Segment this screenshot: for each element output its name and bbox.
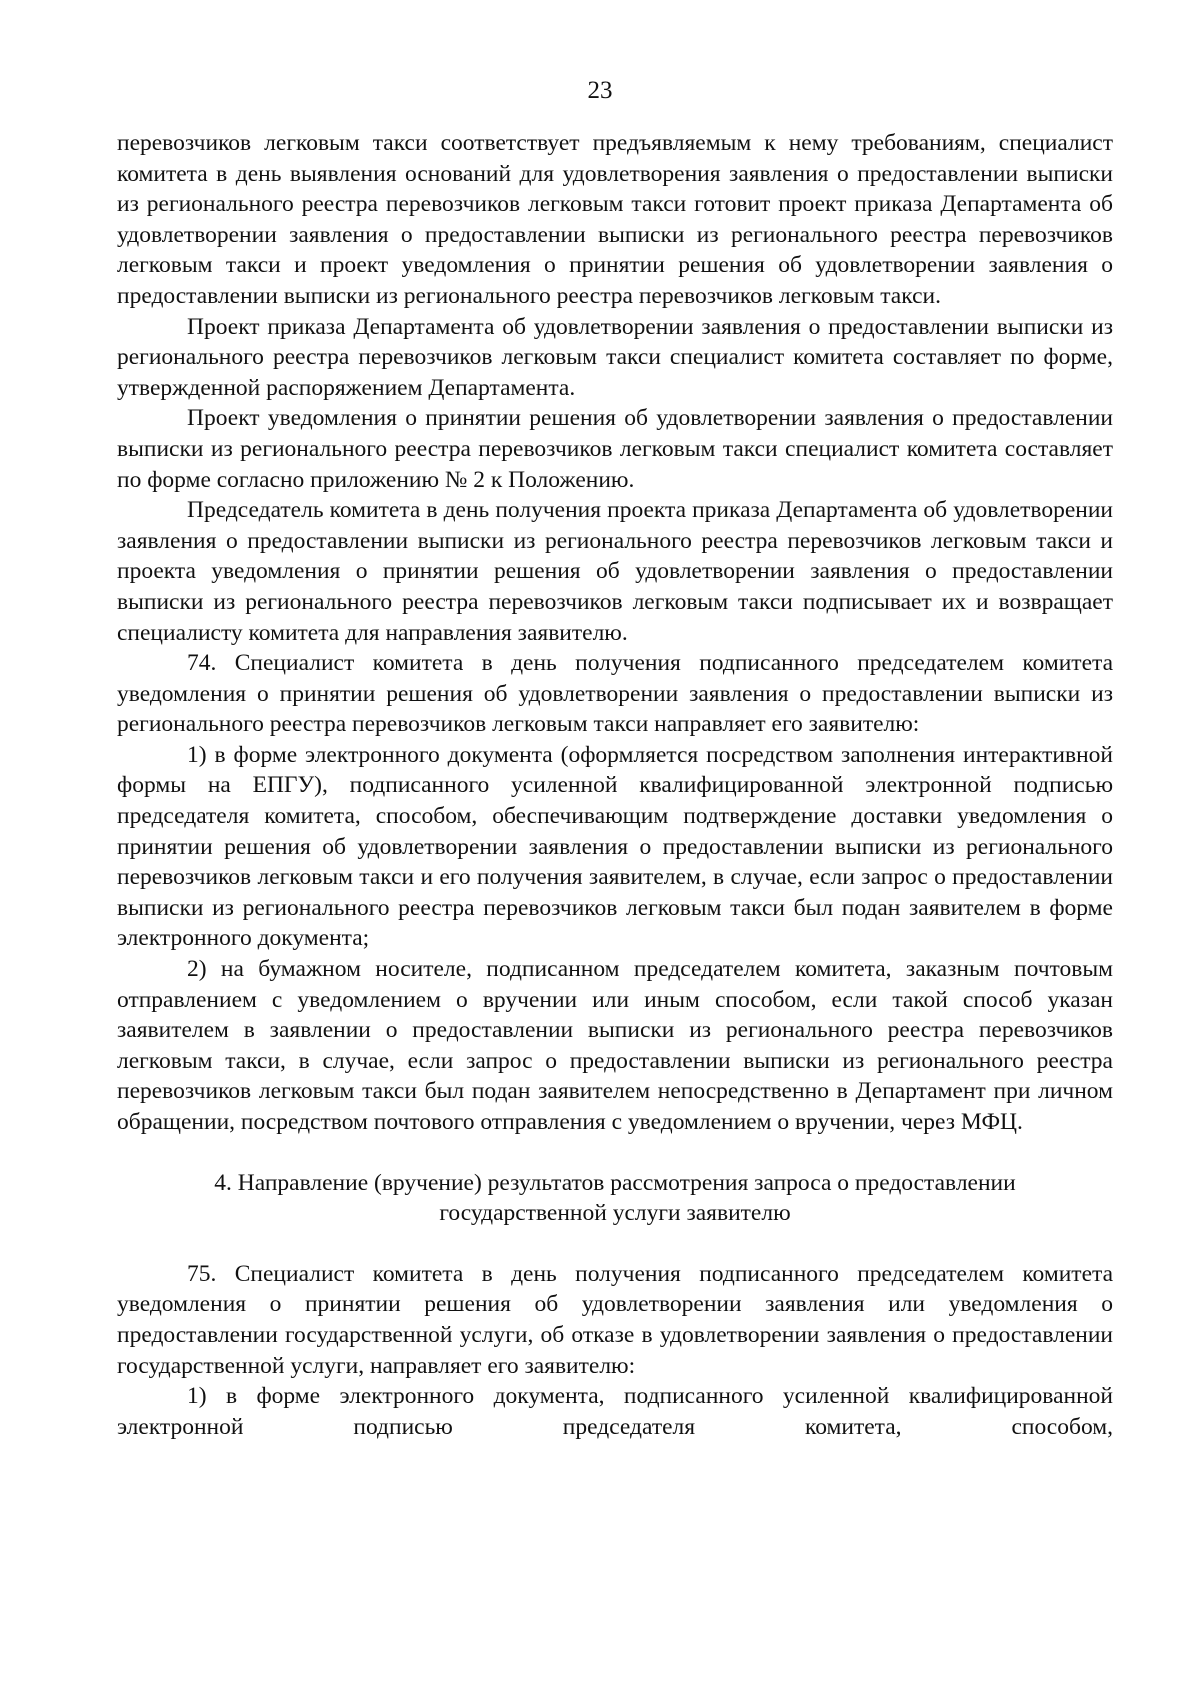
- document-body: [117, 128, 1113, 1442]
- paragraph-notice-draft: Проект уведомления о принятии решения об удовлетворении заявления о предоставлении выписки из регионального реестра перевозчиков легковым такси специалист комитета составляет по форме согласно приложению № 2 к Положению.: [117, 405, 1113, 493]
- section-heading-line-2: государственной услуги заявителю: [439, 1200, 791, 1227]
- paragraph-order-draft: Проект приказа Департамента об удовлетворении заявления о предоставлении выписки из регионального реестра перевозчиков легковым такси специалист комитета составляет по форме, утвержденной распоряжением Департамента.: [117, 313, 1113, 401]
- section-heading: [117, 1168, 1113, 1229]
- section-heading-line-1: 4. Направление (вручение) результатов рассмотрения запроса о предоставлении: [214, 1169, 1016, 1196]
- paragraph-item-74-sub-1: 1) в форме электронного документа (оформляется посредством заполнения интерактивной формы на ЕПГУ), подписанного усиленной квалифицированной электронной подписью председателя комитета, способом, обеспечивающим подтверждение доставки уведомления о принятии решения об удовлетворении заявления о предоставлении выписки из регионального перевозчиков легковым такси и его получения заявителем, в случае, если запрос о предоставлении выписки из регионального реестра перевозчиков легковым такси был подан заявителем в форме электронного документа;: [117, 741, 1113, 952]
- paragraph-chairman-signs: Председатель комитета в день получения проекта приказа Департамента об удовлетворении заявления о предоставлении выписки из регионального реестра перевозчиков легковым такси и проекта уведомления о принятии решения об удовлетворении заявления о предоставлении выписки из регионального реестра перевозчиков легковым такси подписывает их и возвращает специалисту комитета для направления заявителю.: [117, 497, 1113, 646]
- paragraph-item-75-sub-1: 1) в форме электронного документа, подписанного усиленной квалифицированной электронной подписью председателя комитета, способом,: [117, 1383, 1113, 1440]
- paragraph-item-75: 75. Специалист комитета в день получения подписанного председателем комитета уведомления о принятии решения об удовлетворении заявления или уведомления о предоставлении государственной услуги, об отказе в удовлетворении заявления о предоставлении государственной услуги, направляет его заявителю:: [117, 1260, 1113, 1379]
- paragraph-item-74: 74. Специалист комитета в день получения подписанного председателем комитета уведомления о принятии решения об удовлетворении заявления о предоставлении выписки из регионального реестра перевозчиков легковым такси направляет его заявителю:: [117, 650, 1113, 738]
- paragraph-continuation: перевозчиков легковым такси соответствует предъявляемым к нему требованиям, специалист комитета в день выявления оснований для удовлетворения заявления о предоставлении выписки из регионального реестра перевозчиков легковым такси готовит проект приказа Департамента об удовлетворении заявления о предоставлении выписки из регионального реестра перевозчиков легковым такси и проект уведомления о принятии решения об удовлетворении заявления о предоставлении выписки из регионального реестра перевозчиков легковым такси.: [117, 130, 1113, 309]
- page-number: 23: [587, 77, 613, 104]
- paragraph-item-74-sub-2: 2) на бумажном носителе, подписанном председателем комитета, заказным почтовым отправлением с уведомлением о вручении или иным способом, если такой способ указан заявителем в заявлении о предоставлении выписки из регионального реестра перевозчиков легковым такси, в случае, если запрос о предоставлении выписки из регионального реестра перевозчиков легковым такси был подан заявителем непосредственно в Департамент при личном обращении, посредством почтового отправления с уведомлением о вручении, через МФЦ.: [117, 956, 1113, 1135]
